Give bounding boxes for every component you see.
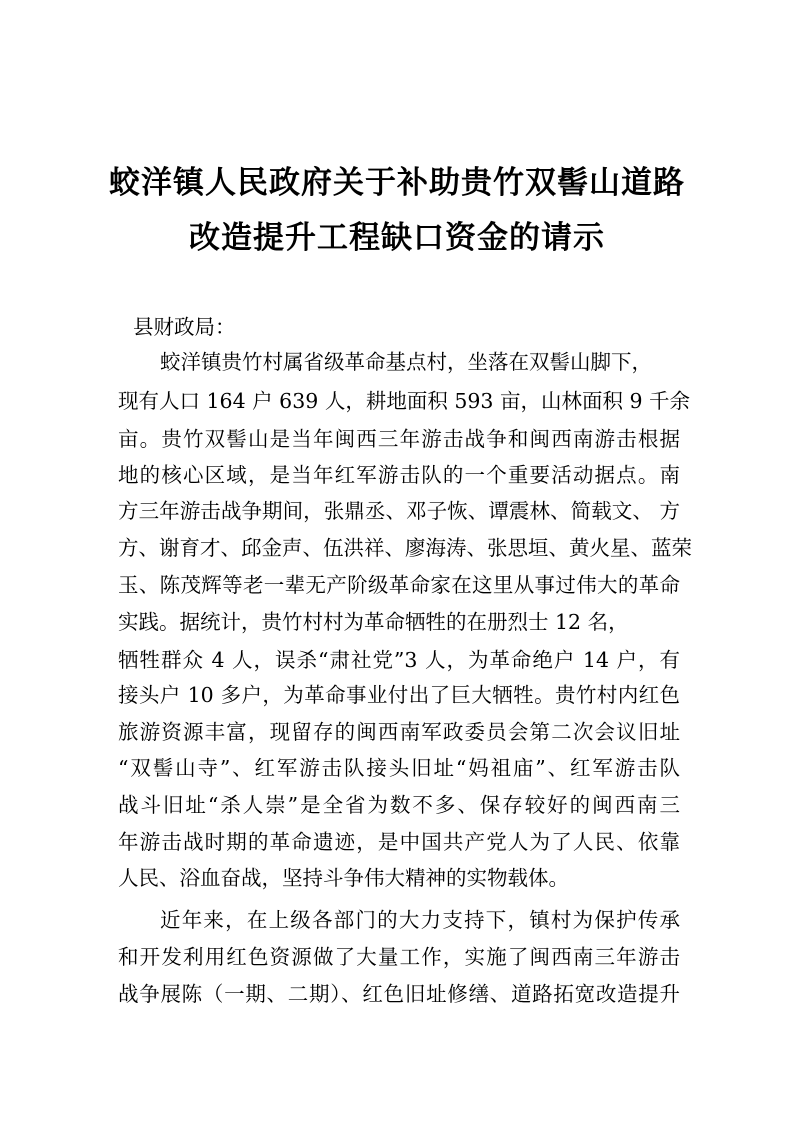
body-line: 和开发利用红色资源做了大量工作，实施了闽西南三年游击 [118, 945, 680, 969]
body-line: 战斗旧址“杀人崇”是全省为数不多、保存较好的闽西南三 [118, 793, 680, 817]
body-line: 年游击战时期的革命遗迹，是中国共产党人为了人民、依靠 [118, 830, 680, 854]
body-line: 牺牲群众 4 人，误杀“肃社党”3 人，为革命绝户 14 户，有 [118, 648, 680, 672]
body-line: 战争展陈（一期、二期）、红色旧址修缮、道路拓宽改造提升 [118, 982, 680, 1006]
body-line: 玉、陈茂辉等老一辈无产阶级革命家在这里从事过伟大的革命 [118, 573, 680, 597]
body-line: 地的核心区域，是当年红军游击队的一个重要活动据点。南 [118, 463, 680, 487]
body-line: “双髻山寺”、红军游击队接头旧址“妈祖庙”、红军游击队 [118, 756, 680, 780]
document-title-line-2: 改造提升工程缺口资金的请示 [189, 220, 605, 256]
body-line: 实践。据统计，贵竹村村为革命牺牲的在册烈士 12 名， [118, 610, 629, 634]
body-line: 接头户 10 多户，为革命事业付出了巨大牺牲。贵竹村内红色 [118, 683, 680, 707]
body-line: 蛟洋镇贵竹村属省级革命基点村，坐落在双髻山脚下， [160, 350, 652, 374]
body-line: 方、谢育才、邱金声、伍洪祥、廖海涛、张思垣、黄火星、蓝荣 [118, 536, 692, 560]
body-line: 亩。贵竹双髻山是当年闽西三年游击战争和闽西南游击根据 [118, 427, 680, 451]
body-line: 旅游资源丰富，现留存的闽西南军政委员会第二次会议旧址 [118, 720, 680, 744]
salutation: 县财政局： [133, 315, 236, 339]
body-line: 现有人口 164 户 639 人，耕地面积 593 亩，山林面积 9 千余 [118, 389, 691, 413]
body-line: 方三年游击战争期间，张鼎丞、邓子恢、谭震林、简载文、 方 [118, 499, 680, 523]
document-title-line-1: 蛟洋镇人民政府关于补助贵竹双髻山道路 [109, 165, 685, 201]
body-line: 近年来，在上级各部门的大力支持下，镇村为保护传承 [160, 908, 680, 932]
body-line: 人民、浴血奋战，坚持斗争伟大精神的实物载体。 [118, 866, 569, 890]
